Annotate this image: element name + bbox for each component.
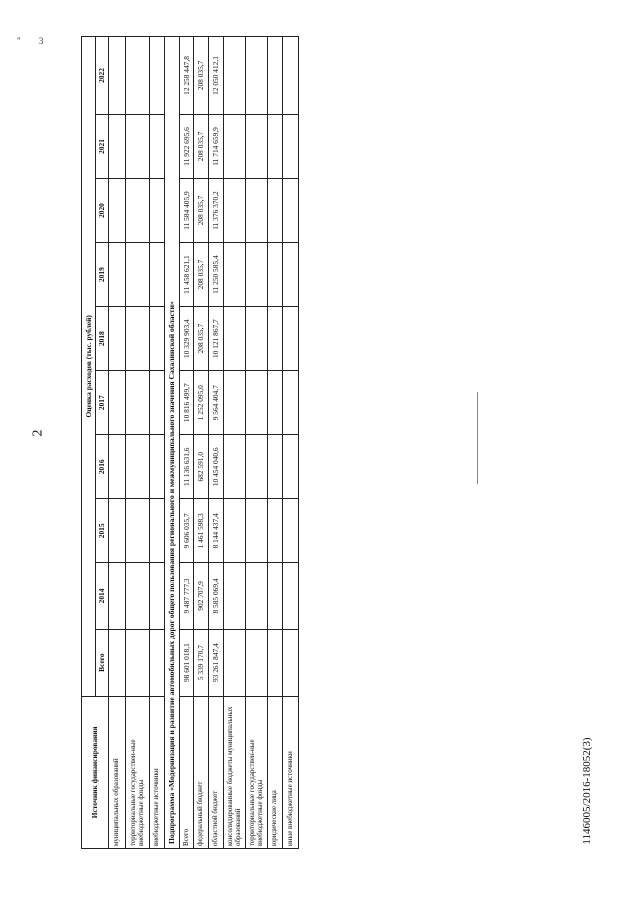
- value-cell: 1 252 095,0: [194, 371, 209, 435]
- value-cell: [283, 37, 299, 115]
- value-cell: [126, 243, 150, 307]
- value-cell: [150, 114, 165, 178]
- value-cell: 11 250 585,4: [209, 243, 224, 307]
- value-cell: [268, 114, 283, 178]
- value-cell: [246, 178, 268, 242]
- value-cell: [224, 563, 246, 629]
- value-cell: [109, 563, 126, 629]
- value-cell: 208 035,7: [194, 178, 209, 242]
- value-cell: 208 035,7: [194, 307, 209, 371]
- source-cell: юридические лица: [268, 696, 283, 848]
- value-cell: [150, 37, 165, 115]
- value-cell: 12 258 447,8: [180, 37, 194, 115]
- value-cell: 5 339 170,7: [194, 629, 209, 696]
- value-cell: 8 144 437,4: [209, 499, 224, 563]
- section-title: Подпрограмма «Модернизация и развитие автомобильных дорог общего пользования регионального и межмуниципального значения Сахалинской области»: [165, 37, 180, 849]
- value-cell: [109, 371, 126, 435]
- value-cell: [283, 178, 299, 242]
- value-cell: [268, 435, 283, 499]
- table-row: [126, 37, 150, 849]
- value-cell: 10 121 867,7: [209, 307, 224, 371]
- value-cell: 208 035,7: [194, 114, 209, 178]
- value-cell: [109, 629, 126, 696]
- table-row: [246, 37, 268, 849]
- value-cell: 10 816 499,7: [180, 371, 194, 435]
- year-header-0: Всего: [96, 629, 109, 696]
- value-cell: [126, 114, 150, 178]
- value-cell: [268, 629, 283, 696]
- value-cell: [109, 307, 126, 371]
- value-cell: [283, 371, 299, 435]
- header-estimate: Оценка расходов (тыс. рублей): [82, 37, 96, 697]
- value-cell: [283, 435, 299, 499]
- funding-table-rotated: [81, 36, 294, 849]
- value-cell: 93 261 847,4: [209, 629, 224, 696]
- source-cell: областной бюджет: [209, 696, 224, 848]
- value-cell: [224, 307, 246, 371]
- value-cell: [150, 563, 165, 629]
- corner-mark: " 3: [17, 36, 52, 46]
- source-cell: Всего: [180, 696, 194, 848]
- value-cell: [246, 499, 268, 563]
- value-cell: [268, 371, 283, 435]
- value-cell: [109, 178, 126, 242]
- funding-table-body: [109, 37, 299, 849]
- header-source: Источник финансирования: [82, 696, 109, 848]
- year-header-2: 2015: [96, 499, 109, 563]
- source-cell: консолидированные бюджеты муниципальных образований: [224, 696, 246, 848]
- value-cell: [150, 435, 165, 499]
- value-cell: [246, 114, 268, 178]
- value-cell: 208 035,7: [194, 37, 209, 115]
- table-row: [283, 37, 299, 849]
- value-cell: 10 329 903,4: [180, 307, 194, 371]
- value-cell: [224, 37, 246, 115]
- value-cell: 9 487 777,3: [180, 563, 194, 629]
- source-cell: муниципальных образований: [109, 696, 126, 848]
- year-header-1: 2014: [96, 563, 109, 629]
- source-cell: иные внебюджетные источники: [283, 696, 299, 848]
- value-cell: [126, 307, 150, 371]
- value-cell: [246, 307, 268, 371]
- value-cell: 9 564 404,7: [209, 371, 224, 435]
- value-cell: [283, 563, 299, 629]
- value-cell: [246, 435, 268, 499]
- value-cell: [150, 178, 165, 242]
- table-row: [150, 37, 165, 849]
- table-row: [209, 37, 224, 849]
- value-cell: [150, 499, 165, 563]
- value-cell: [224, 178, 246, 242]
- value-cell: [246, 37, 268, 115]
- value-cell: [224, 114, 246, 178]
- value-cell: 10 454 040,6: [209, 435, 224, 499]
- value-cell: 98 601 018,1: [180, 629, 194, 696]
- value-cell: [224, 243, 246, 307]
- value-cell: [283, 114, 299, 178]
- value-cell: [109, 37, 126, 115]
- divider-line: [477, 392, 478, 484]
- value-cell: 8 585 069,4: [209, 563, 224, 629]
- value-cell: [268, 37, 283, 115]
- year-header-6: 2019: [96, 243, 109, 307]
- value-cell: [268, 563, 283, 629]
- table-row: [180, 37, 194, 849]
- value-cell: [268, 243, 283, 307]
- value-cell: [126, 37, 150, 115]
- value-cell: [224, 629, 246, 696]
- value-cell: [268, 307, 283, 371]
- value-cell: [283, 629, 299, 696]
- value-cell: 1 461 598,3: [194, 499, 209, 563]
- document-code-text: 1146005/2016-18052(3): [581, 737, 593, 845]
- table-row: [224, 37, 246, 849]
- value-cell: [150, 243, 165, 307]
- value-cell: [224, 371, 246, 435]
- value-cell: [283, 499, 299, 563]
- funding-table-container: [81, 36, 294, 849]
- value-cell: [126, 629, 150, 696]
- value-cell: [126, 178, 150, 242]
- year-header-9: 2022: [96, 37, 109, 115]
- value-cell: 902 707,9: [194, 563, 209, 629]
- value-cell: [246, 371, 268, 435]
- value-cell: [150, 371, 165, 435]
- value-cell: [246, 563, 268, 629]
- value-cell: [126, 563, 150, 629]
- value-cell: [150, 307, 165, 371]
- page-number: [30, 425, 46, 441]
- value-cell: [224, 435, 246, 499]
- value-cell: [109, 243, 126, 307]
- value-cell: [283, 307, 299, 371]
- section-row: [165, 37, 180, 849]
- value-cell: [126, 371, 150, 435]
- year-header-5: 2018: [96, 307, 109, 371]
- year-header-7: 2020: [96, 178, 109, 242]
- value-cell: [224, 499, 246, 563]
- value-cell: [150, 629, 165, 696]
- page-number-text: 2: [30, 429, 46, 437]
- value-cell: 11 136 631,6: [180, 435, 194, 499]
- value-cell: 9 606 035,7: [180, 499, 194, 563]
- value-cell: [246, 629, 268, 696]
- document-code: [577, 716, 597, 866]
- value-cell: [268, 499, 283, 563]
- funding-table: [81, 36, 299, 849]
- value-cell: 11 458 621,1: [180, 243, 194, 307]
- source-cell: внебюджетные источники: [150, 696, 165, 848]
- value-cell: 11 376 370,2: [209, 178, 224, 242]
- value-cell: 11 714 659,9: [209, 114, 224, 178]
- value-cell: [109, 435, 126, 499]
- value-cell: 682 591,0: [194, 435, 209, 499]
- year-header-4: 2017: [96, 371, 109, 435]
- value-cell: 11 584 405,9: [180, 178, 194, 242]
- source-cell: федеральный бюджет: [194, 696, 209, 848]
- value-cell: [126, 435, 150, 499]
- table-row: [268, 37, 283, 849]
- table-row: [109, 37, 126, 849]
- value-cell: 11 922 695,6: [180, 114, 194, 178]
- year-header-8: 2021: [96, 114, 109, 178]
- table-row: [194, 37, 209, 849]
- year-header-3: 2016: [96, 435, 109, 499]
- source-cell: территориальные государствен-ные внебюджетные фонды: [126, 696, 150, 848]
- value-cell: [283, 243, 299, 307]
- value-cell: 208 035,7: [194, 243, 209, 307]
- value-cell: [109, 499, 126, 563]
- value-cell: [246, 243, 268, 307]
- value-cell: [268, 178, 283, 242]
- value-cell: [126, 499, 150, 563]
- source-cell: территориальные государствен-ные внебюджетные фонды: [246, 696, 268, 848]
- value-cell: 12 050 412,1: [209, 37, 224, 115]
- value-cell: [109, 114, 126, 178]
